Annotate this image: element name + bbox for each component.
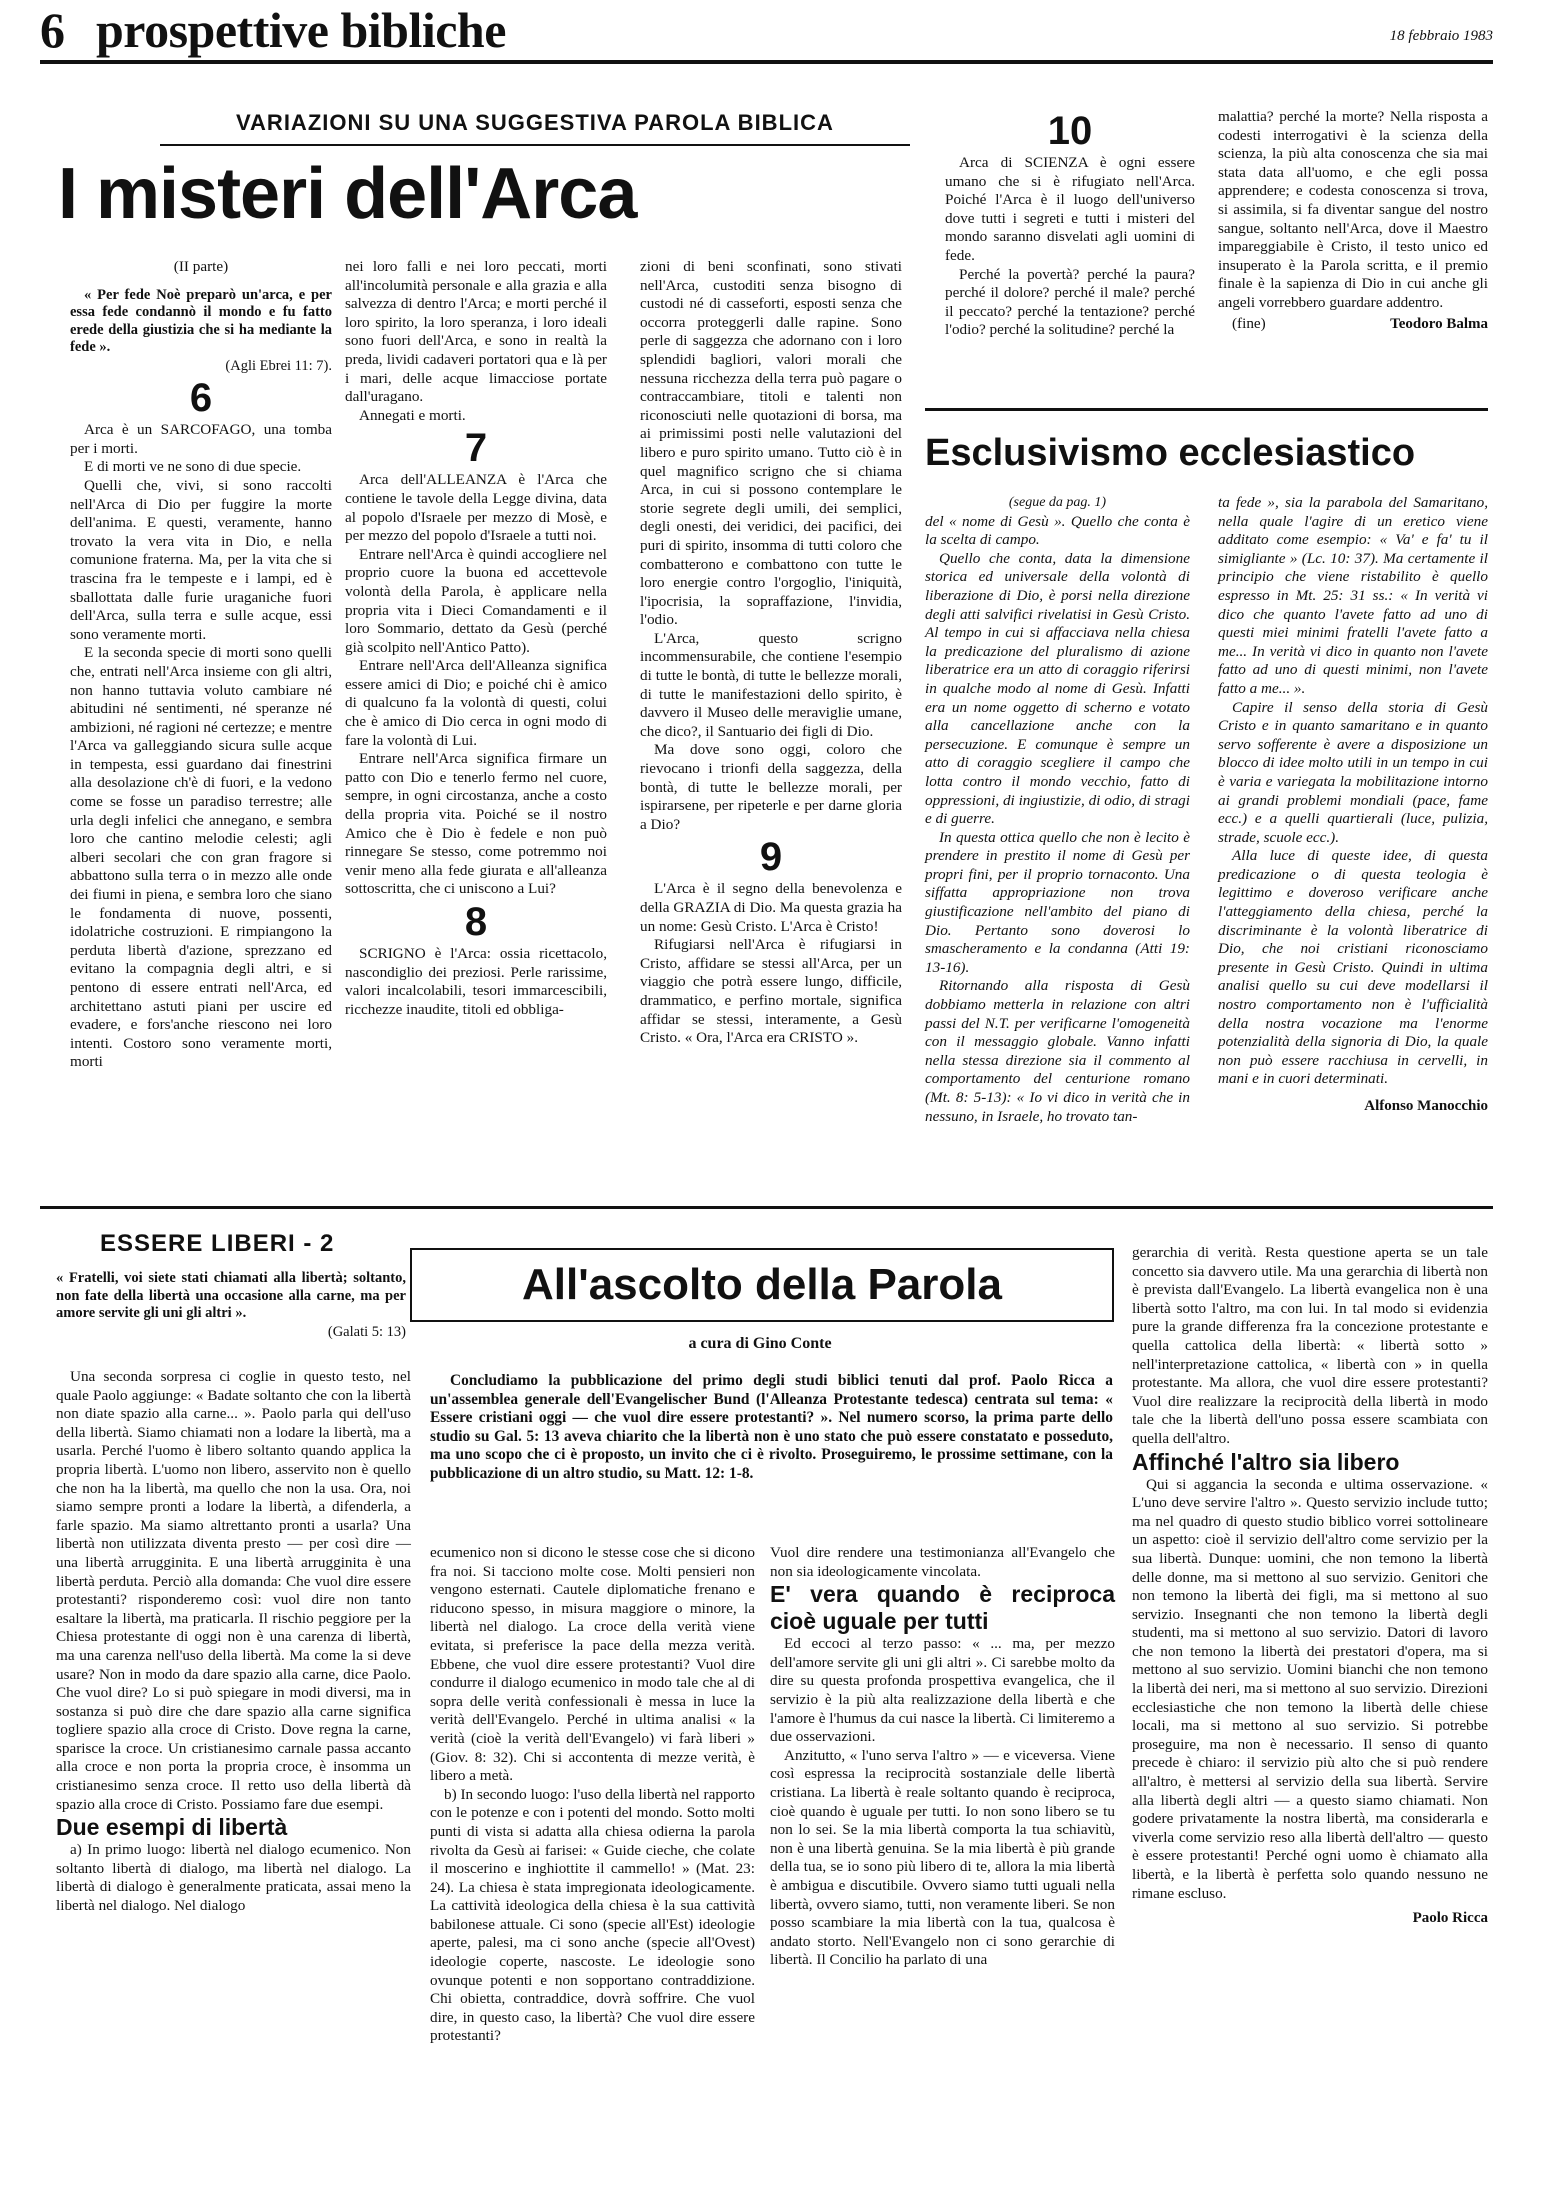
paragraph: L'Arca, questo scrigno incommensurabile, che contiene l'esempio di tutte le bontà, di tutte le bellezze morali, di tutte le manifestazioni dello spirito, è davvero il Museo delle meraviglie umane, che dico?, il Santuario dei figli di Dio. bbox=[640, 629, 902, 740]
liberi-column-2 bbox=[430, 1544, 755, 2046]
paragraph: Una seconda sorpresa ci coglie in questo testo, nel quale Paolo aggiunge: « Badate soltanto che con la libertà non diate spazio alla carne... ». Paolo parla qui dell'uso della libertà. Siamo chiamati non a lodare la libertà, ma a usarla. Perché l'uomo è libero soltanto quando applica la propria libertà. L'uomo non libero, asservito non è quello che non ha la libertà, ma quello che non la usa. Ora, noi siamo sempre pronti a lodare la libertà, a difenderla, a farle spazio. Ma siamo altrettanto pronti a usarla? Una libertà non utilizzata diventa presto — per così dire — una libertà arrugginita. E una libertà arrugginita è una libertà perduta. Perciò alla domanda: Che vuol dire essere protestanti? risponderemo così: vuol dire non tanto esaltare la libertà, ma praticarla. Il rischio peggiore per la Chiesa protestante di oggi non è una carenza di libertà, ma una carenza nell'uso della libertà. Ma come la si deve usare? Non in modo da dare spazio alla carne, dice Paolo. Che vuol dire? Lo si può spiegare in modi diversi, ma in sostanza si può dire che dare spazio alla carne significa togliere spazio alla croce di Cristo. Dove regna la carne, sparisce la croce. Un cristianesimo carnale passa accanto alla croce e non porta la propria croce, è insomma un cristianesimo senza croce. Il retto uso della libertà dà spazio alla croce di Cristo. Possiamo fare due esempi. bbox=[56, 1368, 411, 1813]
paragraph: zioni di beni sconfinati, sono stivati nell'Arca, custoditi senza bisogno di custodi né di casseforti, esposti senza che occorra proteggerli dalle rapine. Sono perle di saggezza che adornano con i loro splendidi bagliori, valori morali che nessuna ricchezza della terra può pagare o contraccambiare, titoli e talenti non riconosciuti nelle quotazioni di borsa, ma ai primissimi posti nelle valutazioni del libero e puro spirito umano. Tutto ciò è in quel magnifico scrigno che si chiama Arca, in cui si possono contemplare le storie segrete degli umili, dei semplici, degli onesti, dei veridici, dei pacifici, dei puri di spirito, insomma di tutti coloro che combatterono e combattono con tutte le loro energie contro l'orgoglio, l'iniquità, l'ipocrisia, la sopraffazione, l'invidia, l'odio. bbox=[640, 258, 902, 629]
paragraph: Entrare nell'Arca dell'Alleanza significa essere amici di Dio; e poiché chi è amico di qualcuno fa la volontà di questi, colui che è amico di Dio cerca in ogni modo di fare la volontà di Lui. bbox=[345, 657, 607, 749]
paragraph: del « nome di Gesù ». Quello che conta è la scelta di campo. bbox=[925, 512, 1190, 549]
esclusivismo-column-1 bbox=[925, 494, 1190, 1126]
arca-column-4 bbox=[945, 108, 1195, 340]
arca-epigraph-ref: (Agli Ebrei 11: 7). bbox=[225, 357, 332, 374]
arca-end-rule bbox=[925, 408, 1488, 411]
paragraph: Perché la povertà? perché la paura? perché il dolore? perché il male? perché il peccato? perché la tentazione? perché l'odio? perché la solitudine? perché la bbox=[945, 265, 1195, 339]
paragraph: Arca è un SARCOFAGO, una tomba per i morti. bbox=[70, 421, 332, 457]
section-number-10: 10 bbox=[1047, 109, 1093, 153]
arca-column-1 bbox=[70, 258, 332, 1072]
esclusivismo-author: Alfonso Manocchio bbox=[1364, 1098, 1488, 1114]
liberi-column-1 bbox=[56, 1368, 411, 1916]
paragraph: Qui si aggancia la seconda e ultima osservazione. « L'uno deve servire l'altro ». Questo servizio include tutto; ma nel quadro di questo studio biblico vorrei sottolineare un aspetto: cioè il servizio dell'altro come servizio per la sua libertà. Dunque: uomini, che non temono la libertà delle donne, ma si mettono al suo servizio. Genitori che non temono la libertà dei figli, ma si mettono al suo servizio. Insegnanti che non temono la libertà degli studenti, ma si mettono al suo servizio. Datori di lavoro che non temono la libertà dei prestatori d'opera, ma si mettono al suo servizio. Uomini bianchi che non temono la libertà dei neri, ma si mettono al suo servizio. Direzioni ecclesiastiche che non temono la libertà delle chiese locali, ma si mettono al suo servizio. Si potrebbe proseguire, ma non è necessario. Il senso di quanto precede è chiaro: il servizio più alto che si può rendere all'altro, è mettersi al servizio della sua libertà. Servire alla libertà degli altri — a questo siamo chiamati. Non godere privatamente la nostra libertà, ma considerarla e viverla come servizio reso alla libertà dell'altro — questo è essere protestanti! Perché ogni uomo è chiamato alla libertà, e la libertà è perfetta solo quando nessuno ne rimane escluso. bbox=[1132, 1475, 1488, 1902]
section-title: prospettive bibliche bbox=[96, 2, 506, 58]
paragraph: Annegati e morti. bbox=[359, 406, 466, 424]
paragraph: ta fede », sia la parabola del Samaritano, nella quale l'agire di un eretico viene additato come esempio: « Va' e fa' tu il simigliante » (Lc. 10: 37). Ma certamente il principio che viene ristabilito è quello espresso in Mt. 25: 31 ss.: « In verità vi dico che quanto l'avete fatto ad uno di questi miei minimi fratelli l'avete fatto a me... In verità vi dico in quanto non l'avete fatto ad uno di questi minimi, non l'avete fatto a me... ». bbox=[1218, 494, 1488, 697]
arca-part: (II parte) bbox=[173, 258, 229, 275]
arca-title: I misteri dell'Arca bbox=[58, 154, 637, 234]
arca-kicker: VARIAZIONI SU UNA SUGGESTIVA PAROLA BIBLICA bbox=[236, 110, 834, 135]
subheading: E' vera quando è reciproca cioè uguale per tutti bbox=[770, 1581, 1115, 1635]
liberi-epigraph: « Fratelli, voi siete stati chiamati alla libertà; soltanto, non fate della libertà una occasione alla carne, ma per amore servite gli uni gli altri ». bbox=[56, 1270, 406, 1321]
subheading: Due esempi di libertà bbox=[56, 1814, 288, 1841]
paragraph: E di morti ve ne sono di due specie. bbox=[84, 458, 302, 476]
paragraph: b) In secondo luogo: l'uso della libertà nel rapporto con le potenze e con i potenti del mondo. Sotto molti punti di vista si adatta alla chiesa odierna la parola rivolta da Gesù ai farisei: « Guide cieche, che colate il moscerino e inghiottite il cammello! » (Mat. 23: 24). La chiesa è stata impregionata ideologicamente. La cattività ideologica della chiesa è la sua cattività babilonese attuale. Ci sono (specie all'Est) ideologie aperte, palesi, ma ci sono anche (specie all'Ovest) ideologie coperte, nascoste. Le ideologie sono ovunque potenti e non sopportano contraddizione. Chi obietta, contraddice, dovrà soffrire. Che vuol dire, in questo caso, la libertà? Che vuol dire essere protestanti? bbox=[430, 1785, 755, 2045]
liberi-epigraph-ref: (Galati 5: 13) bbox=[327, 1323, 406, 1340]
paragraph: Quelli che, vivi, si sono raccolti nell'Arca di Dio per fuggire la morte dell'anima. E questi, veramente, hanno trovato la vera vita in Dio, e nella comunione fraterna. Ma, per la vita che si trascina fra le tempeste e i lampi, ed è sballottata dalle furie uraganiche fuori dell'Arca, sulla terra e sulle acque, essi sono veramente morti. bbox=[70, 476, 332, 643]
paragraph: a) In primo luogo: libertà nel dialogo ecumenico. Non soltanto libertà di dialogo, ma libertà nel dialogo. La libertà di dialogo è generalmente praticata, assai meno la libertà nel dialogo. Nel dialogo bbox=[56, 1841, 411, 1915]
paragraph: L'Arca è il segno della benevolenza e della GRAZIA di Dio. Ma questa grazia ha un nome: Gesù Cristo. L'Arca è Cristo! bbox=[640, 880, 902, 935]
paragraph: Entrare nell'Arca è quindi accogliere nel proprio cuore la buona ed accettevole volontà della Parola, è applicare nella propria vita i Dieci Comandamenti e il loro Sommario, dettato da Gesù (perché già scolpito nell'Antico Patto). bbox=[345, 545, 607, 656]
curator: a cura di Gino Conte bbox=[688, 1335, 832, 1352]
section-number-9: 9 bbox=[759, 835, 783, 880]
paragraph: In questa ottica quello che non è lecito è prendere in prestito il nome di Gesù per propri fini, per il proprio tornaconto. Una siffatta appropriazione non trova giustificazione nell'ambito del piano di Dio. Pertanto sono doverosi lo smascheramento e la condanna (Atti 19: 13-16). bbox=[925, 828, 1190, 976]
page-number: 6 bbox=[40, 2, 65, 58]
paragraph: nei loro falli e nei loro peccati, morti all'incolumità personale e alla grazia e alla salvezza di dentro l'Arca; e morti perché il loro spirito, la loro speranza, i loro ideali sono fuori dell'Arca, e sono in realtà la preda, lividi cadaveri portatori qua e là per i mari, delle acque limacciose portate dall'uragano. bbox=[345, 258, 607, 406]
esclusivismo-title: Esclusivismo ecclesiastico bbox=[925, 432, 1416, 474]
arca-author: Teodoro Balma bbox=[1390, 315, 1488, 332]
kicker-rule bbox=[160, 144, 910, 146]
paragraph: Capire il senso della storia di Gesù Cristo e in quanto samaritano e in quanto servo sofferente è avere a disposizione un blocco di idee molto utili in un tempo in cui è varia e variegata la mobilitazione intorno ai grandi problemi mondiali (pace, fame ecc.) e a quelli quartierali (luce, pulizia, strade, scuole ecc.). bbox=[1218, 698, 1488, 846]
paragraph: Quello che conta, data la dimensione storica ed universale della volontà di liberazione di Dio, è porsi nella direzione degli atti salvifici rivelatisi in Gesù Cristo. Al tempo in cui si affacciava nella chiesa la predicazione del pluralismo di azione liberatrice era un atto di coraggio riferirsi in qualche modo al nome di Gesù. Infatti era un nome oggetto di scherno e votato alla cancellazione anche con la persecuzione. E comunque è sempre un atto di coraggio scegliere il campo che lotta contro il mondo vecchio, fatto di oppressioni, di ingiustizie, di odio, di stragi e di guerre. bbox=[925, 549, 1190, 828]
paragraph: SCRIGNO è l'Arca: ossia ricettacolo, nascondiglio dei preziosi. Perle rarissime, valori incalcolabili, tesori immarcescibili, ricchezze inaudite, titoli ed obbliga- bbox=[345, 945, 607, 1018]
arca-column-5 bbox=[1218, 108, 1488, 333]
arca-column-3 bbox=[640, 258, 902, 1048]
paragraph: Vuol dire rendere una testimonianza all'Evangelo che non sia ideologicamente vincolata. bbox=[770, 1544, 1115, 1580]
paragraph: Anzitutto, « l'uno serva l'altro » — e viceversa. Viene così espressa la reciprocità sostanziale delle libertà cristiana. La libertà è reale soltanto quando è reciproca, cioè quando è uguale per tutti. Io non sono libero se tu non lo sei. Se la mia libertà comporta la tua schiavitù, non è una libertà genuina. Se la mia libertà è più grande della tua, se io sono più libero di te, allora la mia libertà è ambigua e discutibile. Ovvero siamo tutti uguali nella libertà, ovvero siamo, tutti, non veramente liberi. Se non posso scambiare la mia libertà con la tua, qualcosa è andato storto. Nell'Evangelo non ci sono gerarchie di libertà. Il Concilio ha parlato di una bbox=[770, 1746, 1115, 1969]
esclusivismo-column-2 bbox=[1218, 494, 1488, 1116]
liberi-author: Paolo Ricca bbox=[1412, 1910, 1488, 1927]
paragraph: E la seconda specie di morti sono quelli che, entrati nell'Arca insieme con gli altri, non hanno tuttavia voluto cambiare né abitudini né sentimenti, né speranze né ambizioni, né ragioni né certezze; e mentre l'Arca va galleggiando sicura sulle acque in tempesta, essi guardano dai finestrini alla desolazione ch'è di fuori, e la vedono come se fosse un paradiso terrestre; alle urla degli infelici che annegano, e sembra loro che cantino melodie celesti; agli alberi secolari che con gran fragore si abbattono sulla terra o in mezzo alle onde dei fiumi in piena, e sembra loro che siano le fondamenta di nuove, possenti, idolatriche costruzioni. E rimpiangono la perduta libertà d'azione, sprezzano ed evitano la compagnia degli altri, e si pentono di essere entrati nell'Arca, ed architettano astuti piani per uscire ed evadere, e fors'anche riescono nei loro intenti. Costoro sono veramente morti, morti bbox=[70, 644, 332, 1071]
paragraph: Ritornando alla risposta di Gesù dobbiamo metterla in relazione con altri passi del N.T. per verificarne l'omogeneità con il messaggio globale. Vanno infatti nella stessa direzione sia il commento al comportamento del centurione romano (Mt. 8: 5-13): « Io vi dico in verità che in nessuno, in Israele, ho trovato tan- bbox=[925, 977, 1190, 1125]
liberi-column-4 bbox=[1132, 1244, 1488, 1928]
liberi-intro: Concludiamo la pubblicazione del primo degli studi biblici tenuti dal prof. Paolo Ricca a un'assemblea generale dell'Evangelischer Bund (l'Alleanza Protestante tedesca) centrata sul tema: « Essere cristiani oggi — che vuol dire essere protestanti? ». Nel numero scorso, la prima parte dello studio su Gal. 5: 13 aveva chiarito che la libertà non è uno stato che può essere constatato e posseduto, ma uno scopo che ci è proposto, un invito che ci è rivolto. Proseguiremo, le prossime settimane, con la pubblicazione di un altro studio, su Matt. 12: 1-8. bbox=[430, 1372, 1113, 1482]
liberi-kicker: ESSERE LIBERI - 2 bbox=[100, 1230, 335, 1257]
subheading: Affinché l'altro sia libero bbox=[1132, 1448, 1400, 1475]
title-box bbox=[410, 1248, 1114, 1322]
section-number-6: 6 bbox=[189, 376, 213, 421]
liberi-column-3 bbox=[770, 1544, 1115, 1970]
section-number-8: 8 bbox=[464, 900, 488, 944]
paragraph: ecumenico non si dicono le stesse cose che si dicono fra noi. Si tacciono molte cose. Molti pensieri non vengono esternati. Cautele diplomatiche frenano e riducono spesso, in misura maggiore o minore, la libertà nel dialogo. La croce della verità viene evitata, si preferisce la pace della mezza verità. Ebbene, che vuol dire essere protestanti? Vuol dire condurre il dialogo ecumenico in modo tale che al di sopra delle verità confessionali è messa in luce la verità dell'Evangelo. Perché in ultima analisi « la verità (cioè la verità dell'Evangelo) vi farà liberi » (Giov. 8: 32). Chi si accontenta di mezze verità, è libero a metà. bbox=[430, 1544, 755, 1785]
liberi-box-title: All'ascolto della Parola bbox=[522, 1260, 1002, 1309]
arca-column-2 bbox=[345, 258, 607, 1019]
paragraph: gerarchia di verità. Resta questione aperta se un tale concetto sia davvero utile. Ma una gerarchia di libertà non è prevista dall'Evangelo. La libertà evangelica non è una libertà sotto l'altro, ma con lui. In tal modo si evidenzia pure la grande differenza fra la concezione protestante e quella cattolica della libertà: « libertà sotto » nell'interpretazione cattolica, « libertà con » in quella protestante. Ma allora, che vuol dire essere protestanti? Vuol dire realizzare la reciprocità della libertà in modo tale che la libertà dell'uno possa essere scambiata con quella dell'altro. bbox=[1132, 1244, 1488, 1447]
paragraph: Alla luce di queste idee, di questa predicazione o di questa teologia è legittimo e doveroso verificare anche l'atteggiamento della chiesa, perché la discriminante è la volontà liberatrice di Dio, che noi cristiani riconosciamo presente in Gesù Cristo. Quindi in ultima analisi quello su cui deve modellarsi il nostro comportamento non è l'ufficialità della nostra vocazione ma l'enorme potenzialità della signoria di Dio, la quale non può essere racchiusa in cervelli, in mani e in cuori determinati. bbox=[1218, 847, 1488, 1088]
paragraph: Arca dell'ALLEANZA è l'Arca che contiene le tavole della Legge divina, data al popolo d'Israele per mezzo di Mosè, e per mezzo del popolo d'Israele a tutti noi. bbox=[345, 471, 607, 545]
liberi-epigraph-block bbox=[56, 1270, 406, 1341]
paragraph: Ma dove sono oggi, coloro che rievocano i trionfi della saggezza, della bontà, di tutte le bellezze morali, per ispirarsene, per ripeterle e per darne gloria a Dio? bbox=[640, 741, 902, 833]
paragraph: malattia? perché la morte? Nella risposta a codesti interrogativi è la scienza della scienza, la più alta conoscenza che sia mai stata data all'uomo, e che egli possa apprendere; e codesta conoscenza si trova, si assimila, si fa diventar sangue del nostro sangue, soltanto nell'Arca, dove il Maestro impareggiabile è Cristo, il testo unico ed insuperato è la Parola scritta, e il premio finale è la sapienza di Dio in cui anche gli angeli vorrebbero guardare addentro. bbox=[1218, 108, 1488, 311]
paragraph: Rifugiarsi nell'Arca è rifugiarsi in Cristo, affidare se stessi all'Arca, per un viaggio che potrà essere lungo, difficile, drammatico, e perfino mortale, significa affidar se stessi, interamente, a Gesù Cristo. « Ora, l'Arca era CRISTO ». bbox=[640, 936, 902, 1047]
section-divider bbox=[40, 1206, 1493, 1209]
paragraph: Ed eccoci al terzo passo: « ... ma, per mezzo dell'amore servite gli uni gli altri ». Ci sarebbe molto da dire su questa profonda prospettiva evangelica, che il servizio è la più alta realizzazione della libertà e che l'amore è l'humus da cui nasce la libertà. Ci limiteremo a due osservazioni. bbox=[770, 1635, 1115, 1746]
issue-date: 18 febbraio 1983 bbox=[1389, 28, 1493, 44]
continued-from: (segue da pag. 1) bbox=[1008, 495, 1107, 510]
paragraph: Entrare nell'Arca significa firmare un patto con Dio e tenerlo fermo nel cuore, sempre, in ogni circostanza, anche a costo della propria vita. Poiché se il nostro Amico che è Dio è fedele e non può rinnegare Se stesso, come potremmo noi venir meno alla fede giurata e all'alleanza sottoscritta, che ci uniscono a Lui? bbox=[345, 750, 607, 898]
arca-end-mark: (fine) bbox=[1232, 314, 1266, 332]
arca-epigraph: « Per fede Noè preparò un'arca, e per essa fede condannò il mondo e fu fatto erede della giustizia che si ha mediante la fede ». bbox=[70, 286, 332, 356]
section-number-7: 7 bbox=[464, 426, 488, 471]
paragraph: Arca di SCIENZA è ogni essere umano che si è rifugiato nell'Arca. Poiché l'Arca è il luogo dell'universo dove tutti i segreti e tutti i misteri del mondo saranno disvelati agli uomini di fede. bbox=[945, 154, 1195, 264]
masthead-rule bbox=[40, 60, 1493, 64]
